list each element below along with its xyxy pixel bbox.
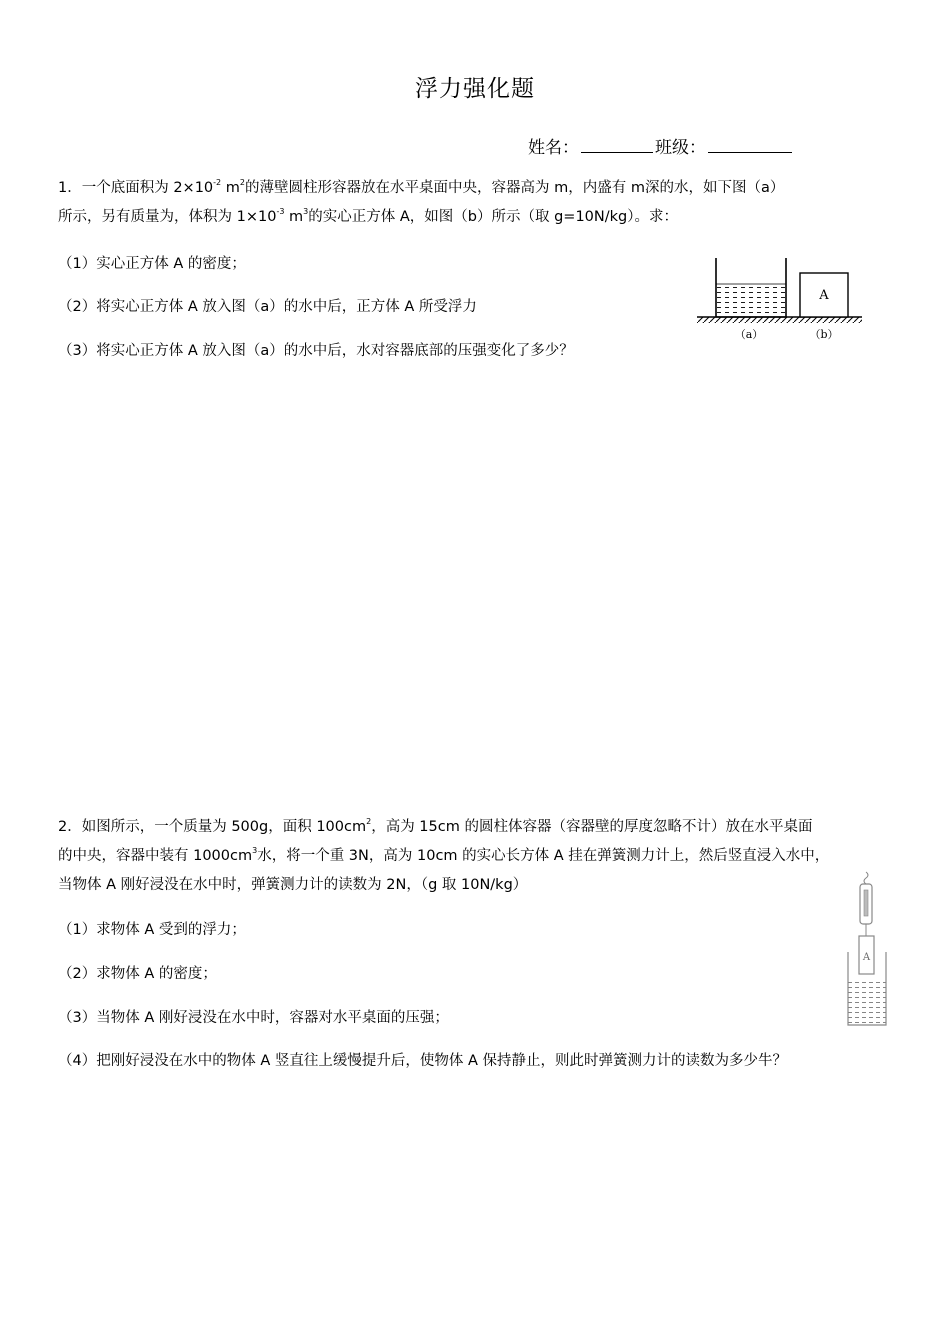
- name-blank[interactable]: [581, 136, 653, 153]
- block-a-label: A: [862, 952, 871, 963]
- q1-sub-2: （2）将实心正方体 A 放入图（a）的水中后，正方体 A 所受浮力: [58, 299, 477, 315]
- container-water: [848, 982, 886, 1024]
- spring-scale-spring: [864, 890, 868, 916]
- name-label: 姓名：: [528, 138, 579, 158]
- figure-label-a: （a）: [734, 328, 764, 341]
- figure-label-b: （b）: [809, 328, 839, 341]
- q1-stem-line-2: 所示，另有质量为，体积为 $1\times 10^{-3}$ $m^3$的实心正方体 A，如图（b）所示（取 g=10N/kg）。求：: [58, 207, 678, 225]
- q2-sub-1: （1）求物体 A 受到的浮力；: [58, 922, 246, 938]
- q2-figure: [840, 870, 895, 1030]
- q2-stem: [58, 813, 829, 900]
- q2-stem-line-1: 2．如图所示，一个质量为 500g，面积 $100cm^2$，高为 15cm 的圆柱体容器（容器壁的厚度忽略不计）放在水平桌面: [58, 817, 813, 835]
- page-title: 浮力强化题: [415, 76, 535, 102]
- q2-sub-2: （2）求物体 A 的密度；: [58, 966, 217, 982]
- student-info-line: [528, 133, 794, 158]
- top-hook: [864, 872, 868, 884]
- water-in-container: [716, 284, 786, 317]
- q1-sub-3: （3）将实心正方体 A 放入图（a）的水中后，水对容器底部的压强变化了多少？: [58, 343, 574, 359]
- ground-hatch: [697, 317, 862, 323]
- q2-stem-line-2: 的中央，容器中装有 $1000cm^3$水，将一个重 3N，高为 10cm 的实心长方体 A 挂在弹簧测力计上，然后竖直浸入水中，: [58, 846, 830, 864]
- q1-figure: [692, 250, 872, 345]
- q2-sub-4: （4）把刚好浸没在水中的物体 A 竖直往上缓慢提升后，使物体 A 保持静止，则此时弹簧测力计的读数为多少牛？: [58, 1053, 787, 1069]
- class-label: 班级：: [655, 138, 706, 158]
- class-blank[interactable]: [708, 136, 792, 153]
- q2-sub-3: （3）当物体 A 刚好浸没在水中时，容器对水平桌面的压强；: [58, 1010, 449, 1026]
- q1-sub-1: （1）实心正方体 A 的密度；: [58, 256, 246, 272]
- q1-stem: [58, 174, 784, 232]
- q1-stem-line-1: 1．一个底面积为 $2\times 10^{-2}$ $m^2$的薄壁圆柱形容器放在水平桌面中央，容器高为 m，内盛有 m深的水，如下图（a）: [58, 178, 785, 196]
- q2-stem-line-3: 当物体 A 刚好浸没在水中时，弹簧测力计的读数为 2N，（g 取 10N/kg）: [58, 877, 528, 893]
- cube-label: A: [819, 288, 829, 303]
